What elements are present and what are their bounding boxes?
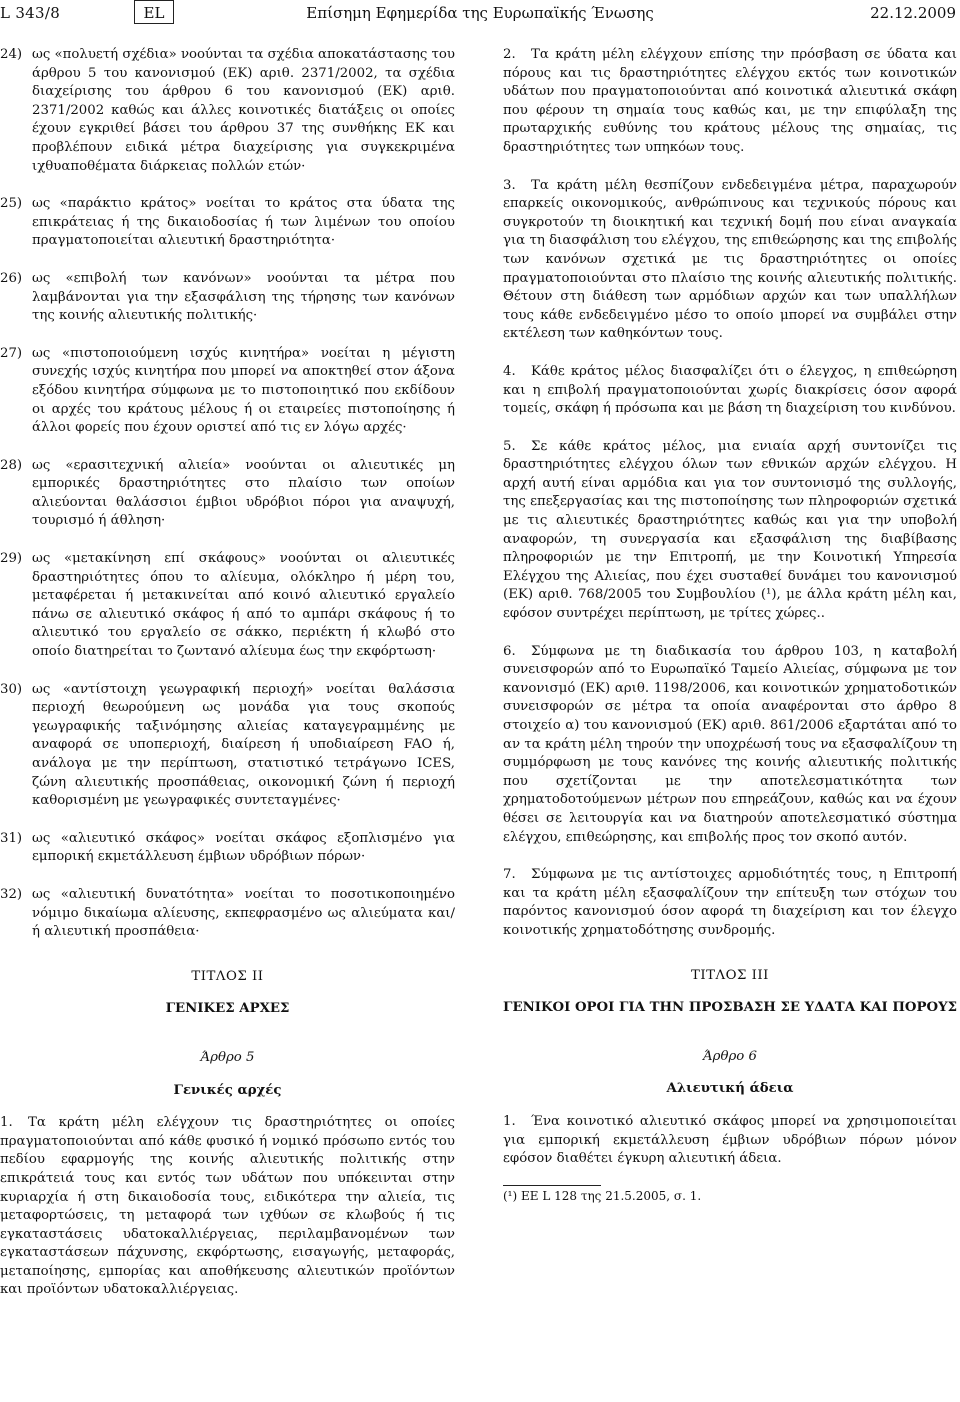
item-number: 28) — [0, 457, 23, 473]
article-label: Άρθρο 5 — [200, 1049, 255, 1065]
title-label: ΤΙΤΛΟΣ II — [191, 968, 264, 984]
article-6-paragraph-1 — [503, 1113, 957, 1169]
paragraph-number: 3. — [503, 177, 516, 193]
item-number: 32) — [0, 886, 23, 902]
definition-item-29 — [0, 550, 455, 662]
item-text: ως «ερασιτεχνική αλιεία» νοούνται οι αλιευτικές μη εμπορικές δραστηριότητες στο πλαίσιο των οποίων αλιεύονται θαλάσσιοι έμβιοι υδρόβιοι πόροι για αναψυχή, τουρισμό ή άθληση· — [32, 457, 455, 529]
item-number: 31) — [0, 830, 23, 846]
journal-title: Επίσημη Εφημερίδα της Ευρωπαϊκής Ένωσης — [306, 4, 654, 22]
definition-item-32 — [0, 886, 455, 942]
definition-item-31 — [0, 830, 455, 867]
paragraph-text: Σε κάθε κράτος μέλος, μια ενιαία αρχή συντονίζει τις δραστηριότητες ελέγχου όλων των εθνικών αρχών ελέγχου. Η αρχή αυτή είναι αρμόδια και για τον συντονισμό της συλλογής, της επεξεργασίας και της πιστοποίησης των πληροφοριών σχετικά με τις αλιευτικές δραστηριότητες καθώς και για την υποβολή αναφορών, τη συνεργασία και εξασφάλιση της διαβίβασης πληροφοριών με την Επιτροπή, με την Κοινοτική Υπηρεσία Ελέγχου της Αλιείας, που έχει συσταθεί δυνάμει του κανονισμού (ΕΚ) αριθ. 768/2005 του Συμβουλίου (¹), με άλλα κράτη μέλη και, εφόσον συντρέχει περίπτωση, με τρίτες χώρες.. — [503, 438, 957, 622]
paragraph-text: Τα κράτη μέλη θεσπίζουν ενδεδειγμένα μέτρα, παραχωρούν επαρκείς οικονομικούς, ανθρώπινους και τεχνικούς πόρους και συγκροτούν τη διοικητική και τεχνική δομή που είναι αναγκαία για τη διασφάλιση του ελέγχου, της επιθεώρησης και της επιβολής των κανόνων σχετικά με τις δραστηριότητες οι οποίες πραγματοποιούνται στο πλαίσιο της κοινής αλιευτικής πολιτικής. Θέτουν στη διάθεση των αρμόδιων αρχών και των υπαλλήλων τους κάθε ενδεδειγμένο μέσο το οποίο μπορεί να συμβάλει στην εκτέλεση των καθηκόντων τους. — [503, 177, 957, 342]
title-label: ΤΙΤΛΟΣ III — [691, 967, 769, 983]
paragraph-text: Ένα κοινοτικό αλιευτικό σκάφος μπορεί να χρησιμοποιείται για εμπορική εκμετάλλευση έμβιων υδρόβιων πόρων μόνον εφόσον διαθέτει έγκυρη αλιευτική άδεια. — [503, 1113, 957, 1167]
paragraph-text: Κάθε κράτος μέλος διασφαλίζει ότι ο έλεγχος, η επιθεώρηση και η επιβολή πραγματοποιούνται χωρίς διακρίσεις όσον αφορά τομείς, σκάφη ή πρόσωπα και με βάση τη διαχείριση του κινδύνου. — [503, 363, 957, 417]
item-text: ως «πιστοποιούμενη ισχύς κινητήρα» νοείται η μέγιστη συνεχής ισχύς κινητήρα που μπορεί να αποκτηθεί στον άξονα εξόδου κινητήρα σύμφωνα με το πιστοποιητικό που εκδίδουν οι αρχές του κράτους μέλους ή οι εταιρείες πιστοποίησης ή άλλοι φορείς που έχουν οριστεί από τις εν λόγω αρχές· — [32, 345, 455, 436]
article-5-paragraph-6 — [503, 643, 957, 848]
definition-item-25 — [0, 195, 455, 251]
definition-item-30 — [0, 681, 455, 811]
title-heading: ΓΕΝΙΚΟΙ ΟΡΟΙ ΓΙΑ ΤΗΝ ΠΡΟΣΒΑΣΗ ΣΕ ΥΔΑΤΑ ΚΑΙ ΠΟΡΟΥΣ — [503, 1000, 957, 1016]
item-number: 27) — [0, 345, 23, 361]
paragraph-number: 1. — [503, 1113, 516, 1129]
paragraph-number: 4. — [503, 363, 516, 379]
item-number: 30) — [0, 681, 23, 697]
title-heading: ΓΕΝΙΚΕΣ ΑΡΧΕΣ — [165, 1001, 290, 1017]
article-5-paragraph-4 — [503, 363, 957, 419]
language-badge: EL — [134, 0, 174, 24]
page-number: L 343/8 — [0, 4, 61, 22]
item-text: ως «παράκτιο κράτος» νοείται το κράτος στα ύδατα της επικράτειας ή της δικαιοδοσίας ή των λιμένων του οποίου πραγματοποιείται αλιευτική δραστηριότητα· — [32, 196, 455, 249]
paragraph-number: 6. — [503, 643, 516, 659]
article-5-paragraph-5 — [503, 438, 957, 624]
footnote-divider — [503, 1185, 601, 1186]
item-number: 29) — [0, 551, 23, 567]
article-heading: Αλιευτική άδεια — [666, 1081, 794, 1097]
item-number: 26) — [0, 270, 23, 286]
paragraph-text: Σύμφωνα με τις αντίστοιχες αρμοδιότητές τους, η Επιτροπή και τα κράτη μέλη εξασφαλίζουν την επίτευξη των στόχων του παρόντος κανονισμού όσον αφορά τη διαχείριση και τον έλεγχο κοινοτικής χρηματοδότησης συνδρομής. — [503, 867, 957, 938]
item-text: ως «αλιευτικό σκάφος» νοείται σκάφος εξοπλισμένο για εμπορική εκμετάλλευση έμβιων υδρόβιων πόρων· — [32, 830, 455, 865]
publication-date: 22.12.2009 — [870, 4, 956, 22]
page-header — [0, 0, 960, 28]
article-5-paragraph-3 — [503, 177, 957, 344]
definition-item-27 — [0, 345, 455, 438]
paragraph-number: 1. — [0, 1115, 13, 1131]
item-text: ως «αλιευτική δυνατότητα» νοείται το ποσοτικοποιημένο νόμιμο δικαίωμα αλίευσης, εκπεφρασμένο ως αλιεύματα και/ή αλιευτική προσπάθεια· — [32, 886, 455, 940]
article-heading: Γενικές αρχές — [173, 1082, 282, 1098]
article-5-paragraph-1 — [0, 1114, 455, 1300]
paragraph-number: 5. — [503, 438, 516, 454]
definition-item-26 — [0, 270, 455, 326]
definition-item-24 — [0, 46, 455, 176]
paragraph-number: 7. — [503, 867, 516, 883]
left-column — [0, 46, 455, 1300]
item-text: ως «επιβολή των κανόνων» νοούνται τα μέτρα που λαμβάνονται για την εξασφάλιση της τήρησης των κανόνων της κοινής αλιευτικής πολιτικής· — [32, 270, 455, 324]
paragraph-number: 2. — [503, 47, 516, 62]
article-label: Άρθρο 6 — [703, 1048, 757, 1064]
article-5-paragraph-2 — [503, 46, 957, 158]
item-text: ως «πολυετή σχέδια» νοούνται τα σχέδια αποκατάστασης του άρθρου 5 του κανονισμού (ΕΚ) αριθ. 2371/2002, τα σχέδια διαχείρισης του άρθρου 6 του κανονισμού (ΕΚ) αριθ. 2371/2002 καθώς και άλλες κοινοτικές διατάξεις οι οποίες έχουν εγκριθεί βάσει του άρθρου 37 της συνθήκης ΕΚ και προβλέπουν ειδικά μέτρα διαχείρισης για συγκεκριμένα ιχθυαποθέματα διάρκειας πολλών ετών· — [32, 47, 455, 174]
item-number: 25) — [0, 196, 23, 212]
item-text: ως «μετακίνηση επί σκάφους» νοούνται οι αλιευτικές δραστηριότητες όπου το αλίευμα, ολόκληρο ή μέρη του, μεταφέρεται ή μετακινείται από κοινό αλιευτικό εργαλείο πάνω σε αλιευτικό σκάφος ή από το αμπάρι σκάφους ή το αλιευτικό του εργαλείο σε σάκκο, περιέκτη ή κλωβό στο οποίο διατηρείται το ζωντανό αλίευμα έως την εκφόρτωση· — [32, 551, 455, 660]
item-text: ως «αντίστοιχη γεωγραφική περιοχή» νοείται θαλάσσια περιοχή θεωρούμενη ως μονάδα για τους σκοπούς γεωγραφικής ταξινόμησης αλιείας καταγεγραμμένης με αναφορά σε υποπεριοχή, διαίρεση ή υποδιαίρεση FAO ή, ανάλογα με την περίπτωση, στατιστικό τετράγωνο ICES, ζώνη αλιευτικής προσπάθειας, οικονομική ζώνη ή περιοχή καθορισμένη με γεωγραφικές συντεταγμένες· — [32, 681, 455, 809]
article-5-paragraph-7 — [503, 866, 957, 940]
footnote: (¹) ΕΕ L 128 της 21.5.2005, σ. 1. — [503, 1188, 702, 1203]
paragraph-text: Τα κράτη μέλη ελέγχουν τις δραστηριότητες οι οποίες πραγματοποιούνται από κάθε φυσικό ή νομικό πρόσωπο εντός του πεδίου εφαρμογής της κοινής αλιευτικής πολιτικής στην επικράτειά τους και εντός των υδάτων που υπόκεινται στην κυριαρχία ή στη δικαιοδοσία τους, ειδικότερα την αλιεία, τις μεταφορτώσεις, τη μεταφορά των ιχθύων σε κλωβούς ή τις εγκαταστάσεις υδατοκαλλιέργειας, περιλαμβανομένων των εγκαταστάσεων πάχυνσης, εκφόρτωσης, εισαγωγής, μεταφοράς, μεταποίησης, εμπορίας και αποθήκευσης αλιευτικών προϊόντων και προϊόντων υδατοκαλλιέργειας. — [0, 1115, 455, 1298]
definition-item-28 — [0, 457, 455, 531]
paragraph-text: Σύμφωνα με τη διαδικασία του άρθρου 103, η καταβολή συνεισφορών από το Ευρωπαϊκό Ταμείο Αλιείας, σύμφωνα με τον κανονισμό (ΕΚ) αριθ. 1198/2006, και κοινοτικών χρηματοδοτικών συνεισφορών σε μέτρα τα οποία αναφέρονται στο άρθρο 8 στοιχείο α) του κανονισμού (ΕΚ) αριθ. 861/2006 εξαρτάται από το αν τα κράτη μέλη τηρούν την υποχρέωσή τους να εξασφαλίζουν τη συμμόρφωση με τους κανόνες της κοινής αλιευτικής πολιτικής που σχετίζονται με την αποτελεσματικότητα των χρηματοδοτούμενων μέτρων που επηρεάζουν, καθώς και να έχουν θέσει σε λειτουργία και να διατηρούν αποτελεσματικό σύστημα ελέγχου, επιθεώρησης, και επιβολής προς τον σκοπό αυτόν. — [503, 643, 957, 845]
item-number: 24) — [0, 47, 23, 62]
right-column — [503, 46, 957, 1204]
paragraph-text: Τα κράτη μέλη ελέγχουν επίσης την πρόσβαση σε ύδατα και πόρους και τις δραστηριότητες ελέγχου εκτός των κοινοτικών υδάτων που πραγματοποιούνται από κοινοτικά αλιευτικά σκάφη που φέρουν τη σημαία τους καθώς και, με την επιφύλαξη της πρωταρχικής ευθύνης του κράτους μέλους της σημαίας, τις δραστηριότητες των υπηκόων τους. — [503, 47, 957, 155]
